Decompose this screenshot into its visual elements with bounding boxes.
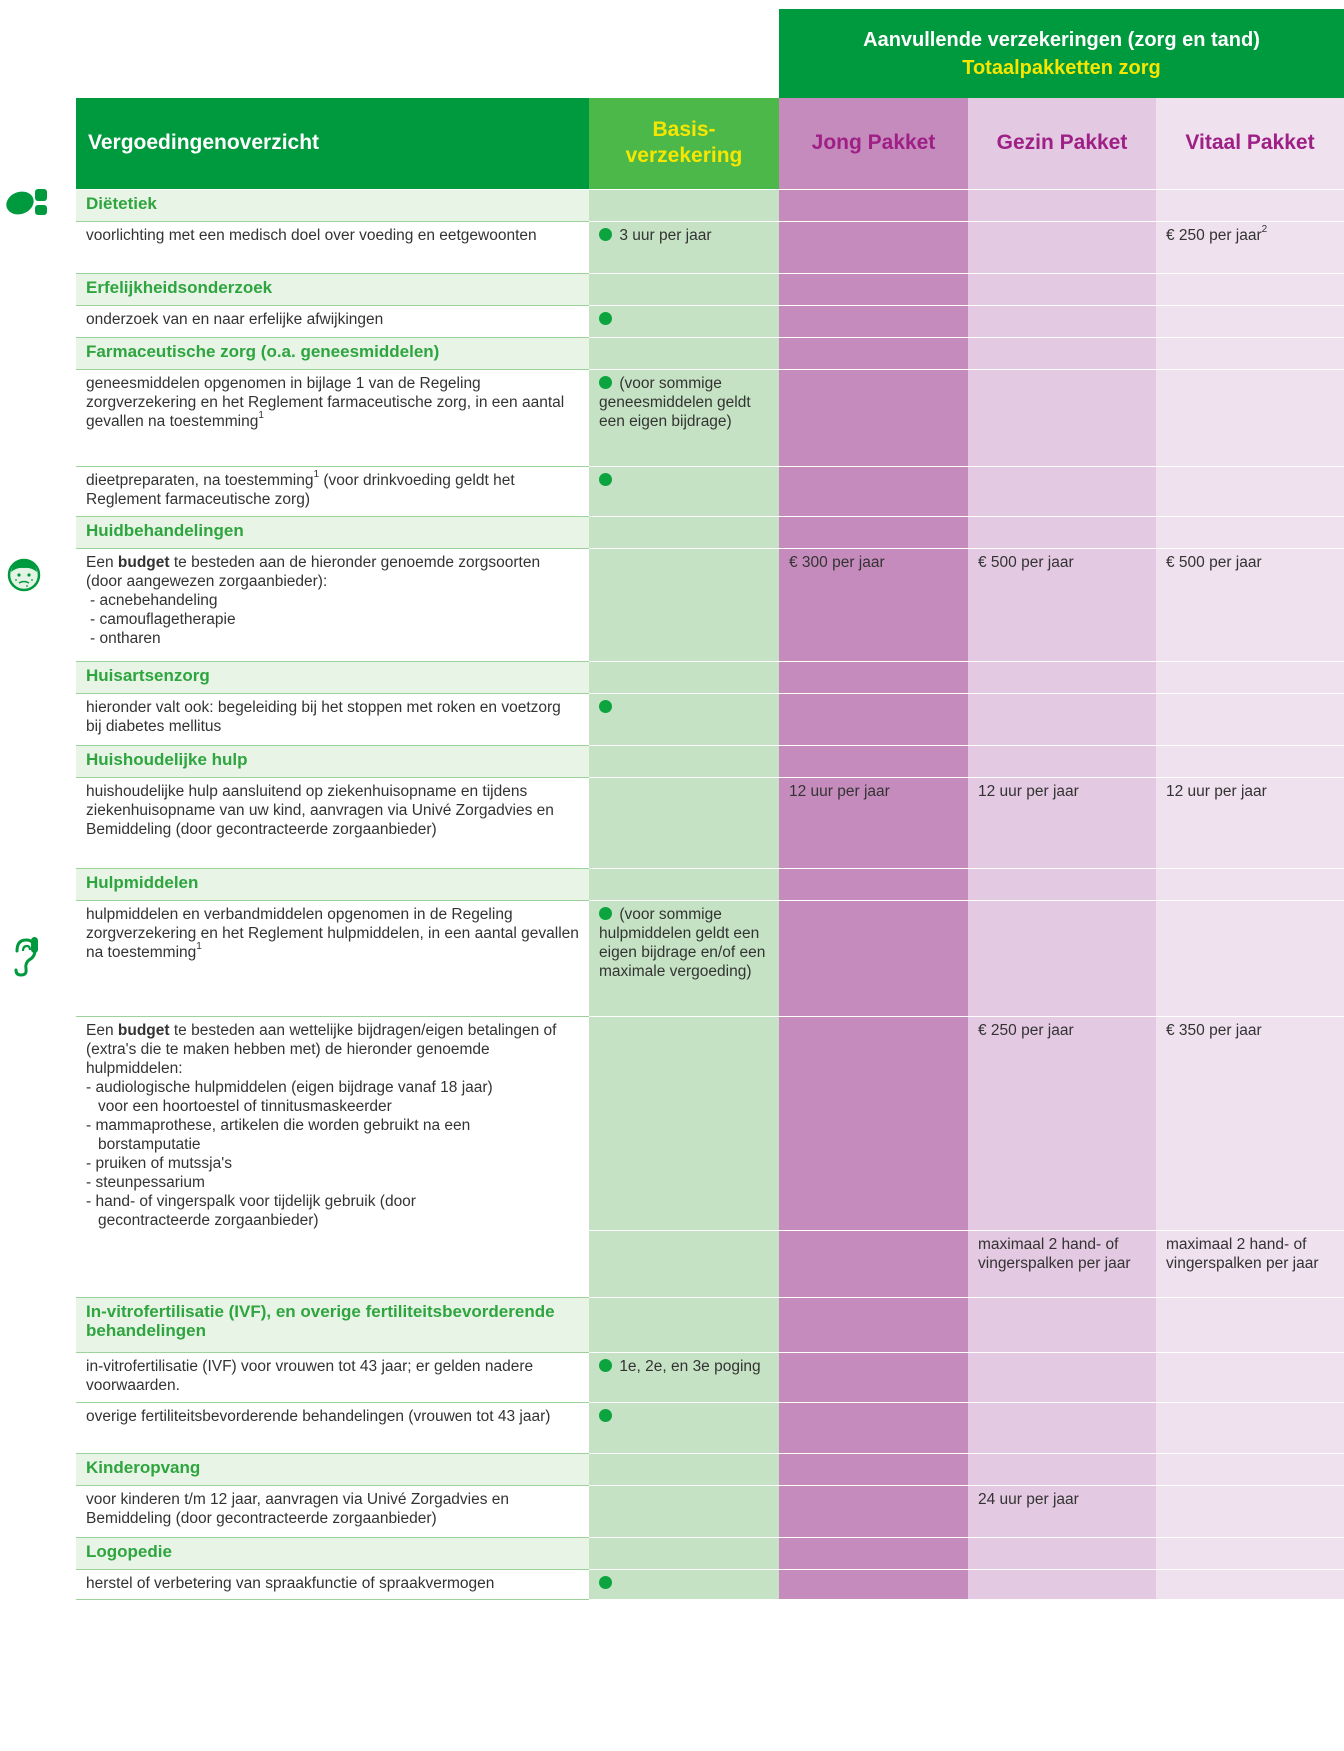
table-row	[76, 221, 1344, 273]
vitaal-cell: € 350 per jaar	[1156, 1016, 1344, 1230]
supplementary-insurance-title: Aanvullende verzekeringen (zorg en tand)	[863, 29, 1260, 51]
section-title: Logopedie	[76, 1537, 589, 1569]
basis-cell: 3 uur per jaar	[589, 221, 779, 273]
section-title: In-vitrofertilisatie (IVF), en overige fertiliteitsbevorderende behandelingen	[76, 1297, 589, 1352]
row-description: dieetpreparaten, na toestemming$^1$ (voor drinkvoeding geldt het Reglement farmaceutische zorg)	[76, 466, 589, 516]
section-row	[76, 661, 1344, 693]
row-description: overige fertiliteitsbevorderende behandelingen (vrouwen tot 43 jaar)	[76, 1402, 589, 1453]
vitaal-cell: 12 uur per jaar	[1156, 777, 1344, 868]
covered-dot-icon	[599, 907, 612, 920]
section-row	[76, 189, 1344, 221]
gezin-cell: 12 uur per jaar	[968, 777, 1156, 868]
covered-dot-icon	[599, 376, 612, 389]
table-row	[76, 900, 1344, 1016]
gezin-header: Gezin Pakket	[968, 98, 1156, 189]
row-description: hieronder valt ook: begeleiding bij het stoppen met roken en voetzorg bij diabetes mellitus	[76, 693, 589, 745]
table-row	[76, 693, 1344, 745]
gezin-cell: € 250 per jaar	[968, 1016, 1156, 1230]
covered-dot-icon	[599, 473, 612, 486]
column-header-row	[76, 98, 1344, 189]
section-row	[76, 1297, 1344, 1352]
list-item: - audiologische hulpmiddelen (eigen bijdrage vanaf 18 jaar)	[86, 1078, 493, 1096]
covered-dot-icon	[599, 312, 612, 325]
covered-dot-icon	[599, 1576, 612, 1589]
basis-cell	[589, 693, 779, 745]
table-row	[76, 548, 1344, 661]
jong-header: Jong Pakket	[779, 98, 968, 189]
table-row	[76, 1352, 1344, 1402]
section-row	[76, 1537, 1344, 1569]
table-row	[76, 1016, 1344, 1230]
row-description: herstel of verbetering van spraakfunctie of spraakvermogen	[76, 1569, 589, 1599]
row-description: Een budget te besteden aan wettelijke bijdragen/eigen betalingen of (extra's die te maken hebben met) de hieronder genoemde hulpmiddelen: - audiologische hulpmiddelen (eigen bijdrage vanaf 18 jaar) voor een hoortoestel of tinnitusmaskeerder - mammaprothese, artikelen die worden gebruikt na een borstamputatie - pruiken of mutssja's - steunpessarium - hand- of vingerspalk voor tijdelijk gebruik (door gecontracteerde zorgaanbieder)	[76, 1016, 589, 1297]
basis-header: Basis- verzekering	[589, 98, 779, 189]
gezin-cell: maximaal 2 hand- of vingerspalken per jaar	[968, 1230, 1156, 1297]
supplementary-insurance-header	[779, 9, 1344, 98]
vitaal-header: Vitaal Pakket	[1156, 98, 1344, 189]
section-title: Farmaceutische zorg (o.a. geneesmiddelen)	[76, 337, 589, 369]
vitaal-cell: maximaal 2 hand- of vingerspalken per jaar	[1156, 1230, 1344, 1297]
section-row	[76, 1453, 1344, 1485]
section-row	[76, 337, 1344, 369]
overview-title: Vergoedingenoverzicht	[76, 98, 589, 189]
row-description: hulpmiddelen en verbandmiddelen opgenomen in de Regeling zorgverzekering en het Reglement hulpmiddelen, in een aantal gevallen na toestemming$^1$	[76, 900, 589, 1016]
basis-cell	[589, 1569, 779, 1599]
section-title: Huisartsenzorg	[76, 661, 589, 693]
section-row	[76, 516, 1344, 548]
list-item: - hand- of vingerspalk voor tijdelijk gebruik (door	[86, 1192, 416, 1210]
list-item: - pruiken of mutssja's	[86, 1154, 232, 1172]
list-item: - camouflagetherapie	[90, 610, 236, 628]
list-item: borstamputatie	[98, 1135, 201, 1153]
table-row	[76, 466, 1344, 516]
row-description: voor kinderen t/m 12 jaar, aanvragen via Univé Zorgadvies en Bemiddeling (door gecontracteerde zorgaanbieder)	[76, 1485, 589, 1537]
row-description: in-vitrofertilisatie (IVF) voor vrouwen tot 43 jaar; er gelden nadere voorwaarden.	[76, 1352, 589, 1402]
table-row	[76, 1402, 1344, 1453]
list-item: - mammaprothese, artikelen die worden gebruikt na een	[86, 1116, 471, 1134]
row-description: geneesmiddelen opgenomen in bijlage 1 van de Regeling zorgverzekering en het Reglement farmaceutische zorg, in een aantal gevallen na toestemming$^1$	[76, 369, 589, 466]
jong-cell: 12 uur per jaar	[779, 777, 968, 868]
covered-dot-icon	[599, 1359, 612, 1372]
jong-cell: € 300 per jaar	[779, 548, 968, 661]
basis-cell	[589, 305, 779, 337]
covered-dot-icon	[599, 228, 612, 241]
list-item: - acnebehandeling	[90, 591, 218, 609]
pill-icon	[5, 187, 53, 217]
section-row	[76, 273, 1344, 305]
gezin-cell: € 500 per jaar	[968, 548, 1156, 661]
list-item: voor een hoortoestel of tinnitusmaskeerder	[98, 1097, 392, 1115]
section-title: Hulpmiddelen	[76, 868, 589, 900]
table-row	[76, 1485, 1344, 1537]
basis-cell	[589, 466, 779, 516]
vitaal-cell: € 250 per jaar$^2$	[1156, 221, 1344, 273]
row-description: onderzoek van en naar erfelijke afwijkingen	[76, 305, 589, 337]
basis-cell: (voor sommige hulpmiddelen geldt een eigen bijdrage en/of een maximale vergoeding)	[589, 900, 779, 1016]
table-row	[76, 369, 1344, 466]
section-title: Diëtetiek	[76, 189, 589, 221]
section-title: Huidbehandelingen	[76, 516, 589, 548]
list-item: - ontharen	[90, 629, 161, 647]
table-row	[76, 1569, 1344, 1599]
hearing-aid-icon	[8, 935, 40, 979]
section-title: Kinderopvang	[76, 1453, 589, 1485]
table-row	[76, 305, 1344, 337]
vitaal-cell: € 500 per jaar	[1156, 548, 1344, 661]
list-item: - steunpessarium	[86, 1173, 205, 1191]
section-title: Erfelijkheidsonderzoek	[76, 273, 589, 305]
row-description: huishoudelijke hulp aansluitend op ziekenhuisopname en tijdens ziekenhuisopname van uw kind, aanvragen via Univé Zorgadvies en Bemiddeling (door gecontracteerde zorgaanbieder)	[76, 777, 589, 868]
basis-cell	[589, 1402, 779, 1453]
basis-cell: 1e, 2e, en 3e poging	[589, 1352, 779, 1402]
section-title: Huishoudelijke hulp	[76, 745, 589, 777]
section-row	[76, 745, 1344, 777]
basis-cell: (voor sommige geneesmiddelen geldt een eigen bijdrage)	[589, 369, 779, 466]
covered-dot-icon	[599, 1409, 612, 1422]
reimbursement-table	[76, 98, 1344, 1600]
gezin-cell: 24 uur per jaar	[968, 1485, 1156, 1537]
list-item: gecontracteerde zorgaanbieder)	[98, 1211, 319, 1229]
table-row	[76, 777, 1344, 868]
row-description: Een budget te besteden aan de hieronder genoemde zorgsoorten (door aangewezen zorgaanbieder): - acnebehandeling - camouflagetherapie - ontharen	[76, 548, 589, 661]
covered-dot-icon	[599, 700, 612, 713]
total-packages-subtitle: Totaalpakketten zorg	[962, 57, 1161, 79]
row-description: voorlichting met een medisch doel over voeding en eetgewoonten	[76, 221, 589, 273]
face-icon	[7, 558, 41, 592]
section-row	[76, 868, 1344, 900]
